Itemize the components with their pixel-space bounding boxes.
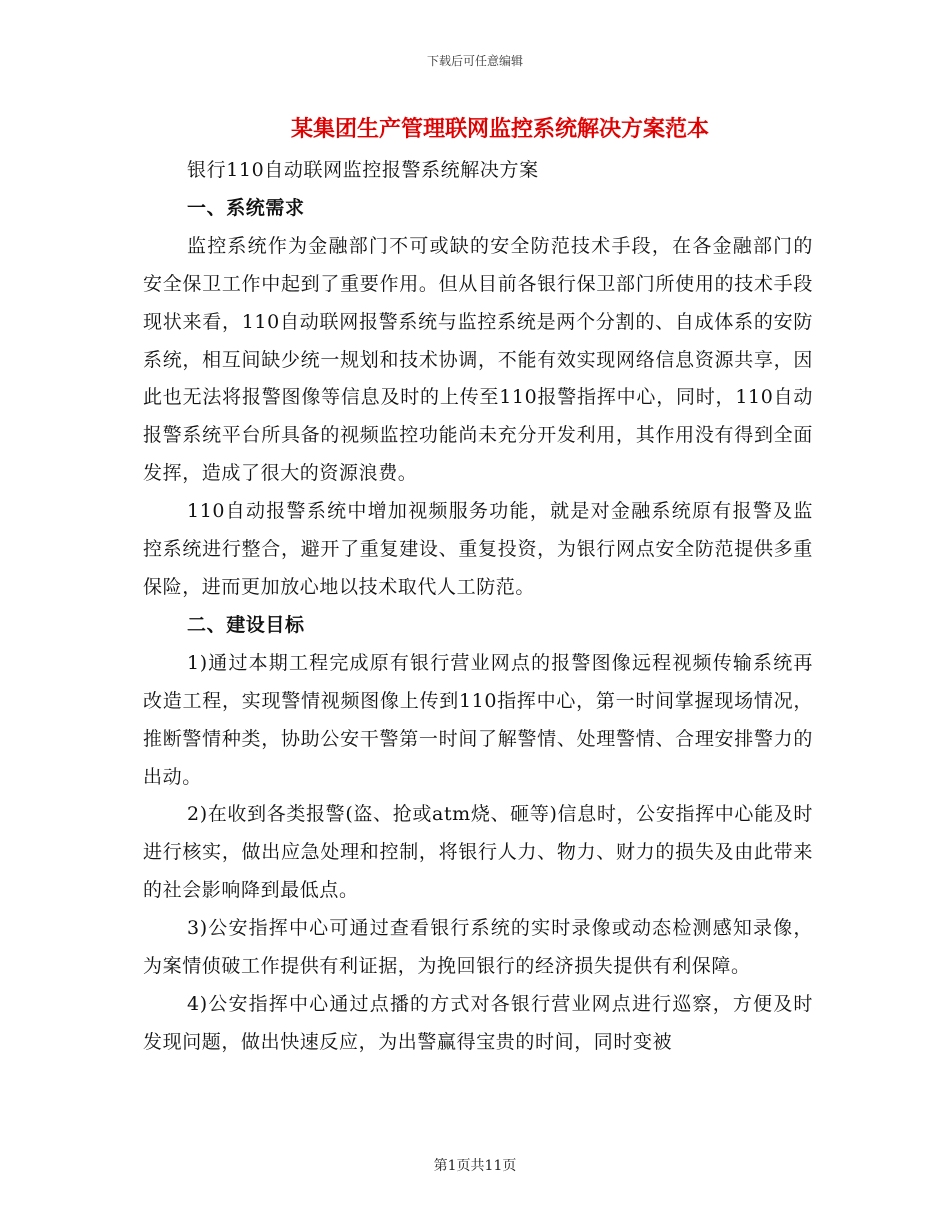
paragraph: 2)在收到各类报警(盗、抢或atm烧、砸等)信息时，公安指挥中心能及时进行核实，做出应急处理和控制，将银行人力、物力、财力的损失及由此带来的社会影响降到最低点。 <box>143 803 813 902</box>
document-body <box>143 152 813 1062</box>
document-subtitle: 银行110自动联网监控报警系统解决方案 <box>187 159 539 181</box>
paragraph: 4)公安指挥中心通过点播的方式对各银行营业网点进行巡察，方便及时发现问题，做出快速反应，为出警赢得宝贵的时间，同时变被 <box>143 992 813 1053</box>
page-number: 第1页共11页 <box>433 1158 517 1174</box>
section-heading-requirements: 一、系统需求 <box>187 196 305 219</box>
section-heading-goals: 二、建设目标 <box>187 613 305 636</box>
paragraph: 110自动报警系统中增加视频服务功能，就是对金融系统原有报警及监控系统进行整合，避开了重复建设、重复投资，为银行网点安全防范提供多重保险，进而更加放心地以技术取代人工防范。 <box>143 500 813 598</box>
paragraph: 监控系统作为金融部门不可或缺的安全防范技术手段，在各金融部门的安全保卫工作中起到了重要作用。但从目前各银行保卫部门所使用的技术手段现状来看，110自动联网报警系统与监控系统是两个分割的、自成体系的安防系统，相互间缺少统一规划和技术协调，不能有效实现网络信息资源共享，因此也无法将报警图像等信息及时的上传至110报警指挥中心，同时，110自动报警系统平台所具备的视频监控功能尚未充分开发利用，其作用没有得到全面发挥，造成了很大的资源浪费。 <box>143 234 813 485</box>
document-title: 某集团生产管理联网监控系统解决方案范本 <box>290 117 709 142</box>
paragraph: 1)通过本期工程完成原有银行营业网点的报警图像远程视频传输系统再改造工程，实现警情视频图像上传到110指挥中心，第一时间掌握现场情况，推断警情种类，协助公安干警第一时间了解警情、处理警情、合理安排警力的出动。 <box>143 651 813 788</box>
page-header-note: 下载后可任意编辑 <box>426 54 523 68</box>
paragraph: 3)公安指挥中心可通过查看银行系统的实时录像或动态检测感知录像，为案情侦破工作提供有利证据，为挽回银行的经济损失提供有利保障。 <box>143 917 813 978</box>
